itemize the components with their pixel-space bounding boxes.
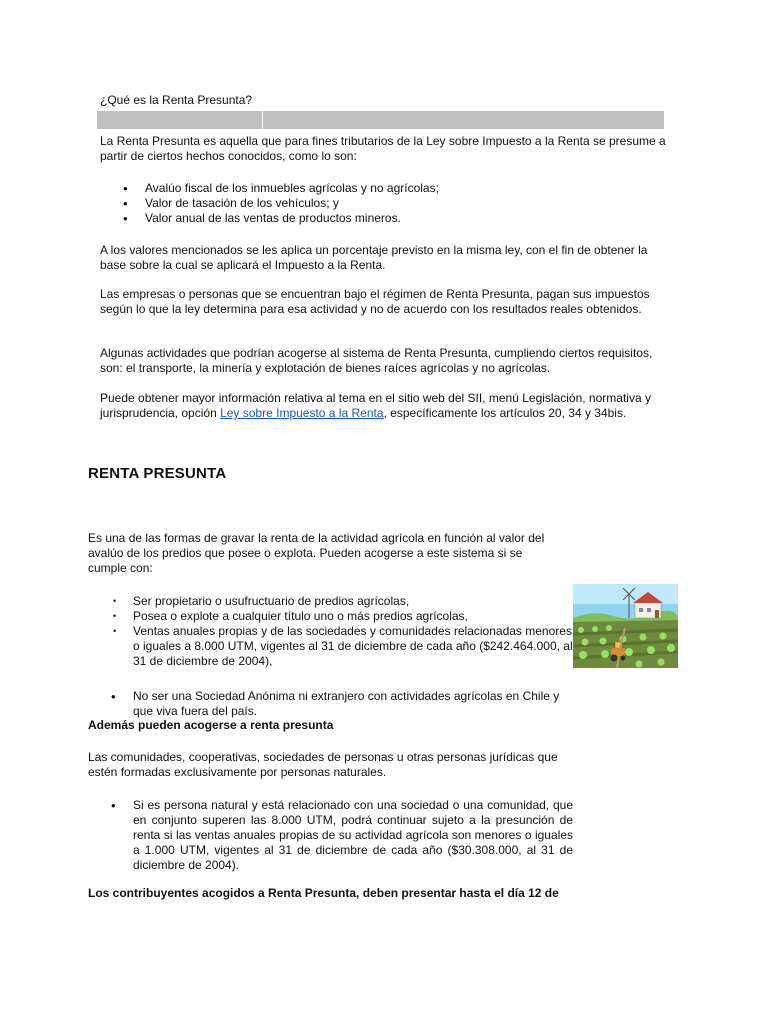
list-item: • Valor anual de las ventas de productos mineros. [145, 211, 665, 226]
more-info-tail: , específicamente los artículos 20, 34 y 34bis. [383, 406, 627, 420]
list-item: • Ventas anuales propias y de las sociedades y comunidades relacionadas menores o iguales a 8.000 UTM, vigentes al 31 de diciembre de cada año ($242.464.000, al 31 de diciembre de 2004), [133, 624, 573, 669]
question-title: ¿Qué es la Renta Presunta? [100, 93, 253, 107]
table-header-bar [97, 111, 664, 129]
list-item: • Avalúo fiscal de los inmuebles agrícolas y no agrícolas; [145, 181, 665, 196]
presumption-list [145, 181, 665, 226]
list-item: • Posea o explote a cualquier título uno o más predios agrícolas, [133, 609, 573, 624]
list-item: • No ser una Sociedad Anónima ni extranjero con actividades agrícolas en Chile y que viva fuera del país. [133, 689, 578, 719]
intro-paragraph: La Renta Presunta es aquella que para fines tributarios de la Ley sobre Impuesto a la Renta se presume a partir de ciertos hechos conocidos, como lo son: [100, 134, 666, 163]
section2-intro: Es una de las formas de gravar la renta de la actividad agrícola en función al valor del avalúo de los predios que posee o explota. Pueden acogerse a este sistema si se cumple con: [88, 531, 545, 575]
contributors-bold-text: Los contribuyentes acogidos a Renta Presunta, deben presentar hasta el día 12 de [88, 886, 559, 900]
ley-renta-link[interactable]: Ley sobre Impuesto a la Renta [220, 406, 384, 420]
requirement-extra-list [133, 689, 578, 719]
list-item: • Valor de tasación de los vehículos; y [145, 196, 665, 211]
list-item: • Si es persona natural y está relacionado con una sociedad o una comunidad, que en conjunto superen las 8.000 UTM, podrá continuar sujeto a la presunción de renta si las ventas anuales propias de su actividad agrícola son menores o iguales a 1.000 UTM, vigentes al 31 de diciembre de cada año ($30.308.000, al 31 de diciembre de 2004). [133, 798, 573, 873]
section-heading: RENTA PRESUNTA [88, 465, 227, 482]
table-header-divider [262, 111, 263, 129]
persona-natural-list [133, 798, 573, 873]
more-info-text: Puede obtener mayor información relativa al tema en el sitio web del SII, menú Legislación, normativa y jurisprudencia, opción [100, 391, 651, 420]
requirements-list [133, 594, 573, 669]
paragraph-more-info [100, 391, 665, 421]
list-item: • Ser propietario o usufructuario de predios agrícolas, [133, 594, 573, 609]
paragraph-regime: Las empresas o personas que se encuentran bajo el régimen de Renta Presunta, pagan sus impuestos según lo que la ley determina para esa actividad y no de acuerdo con los resultados reales obtenidos. [100, 287, 650, 316]
paragraph-activities: Algunas actividades que podrían acogerse al sistema de Renta Presunta, cumpliendo ciertos requisitos, son: el transporte, la minería y explotación de bienes raíces agrícolas y no agrícolas. [100, 346, 653, 375]
paragraph-percentage: A los valores mencionados se les aplica un porcentaje previsto en la misma ley, con el fin de obtener la base sobre la cual se aplicará el Impuesto a la Renta. [100, 243, 648, 272]
paragraph-comunidades: Las comunidades, cooperativas, sociedades de personas u otras personas jurídicas que estén formadas exclusivamente por personas naturales. [88, 750, 558, 779]
farm-field-illustration [573, 584, 678, 668]
subheading-ademas: Además pueden acogerse a renta presunta [88, 718, 334, 732]
